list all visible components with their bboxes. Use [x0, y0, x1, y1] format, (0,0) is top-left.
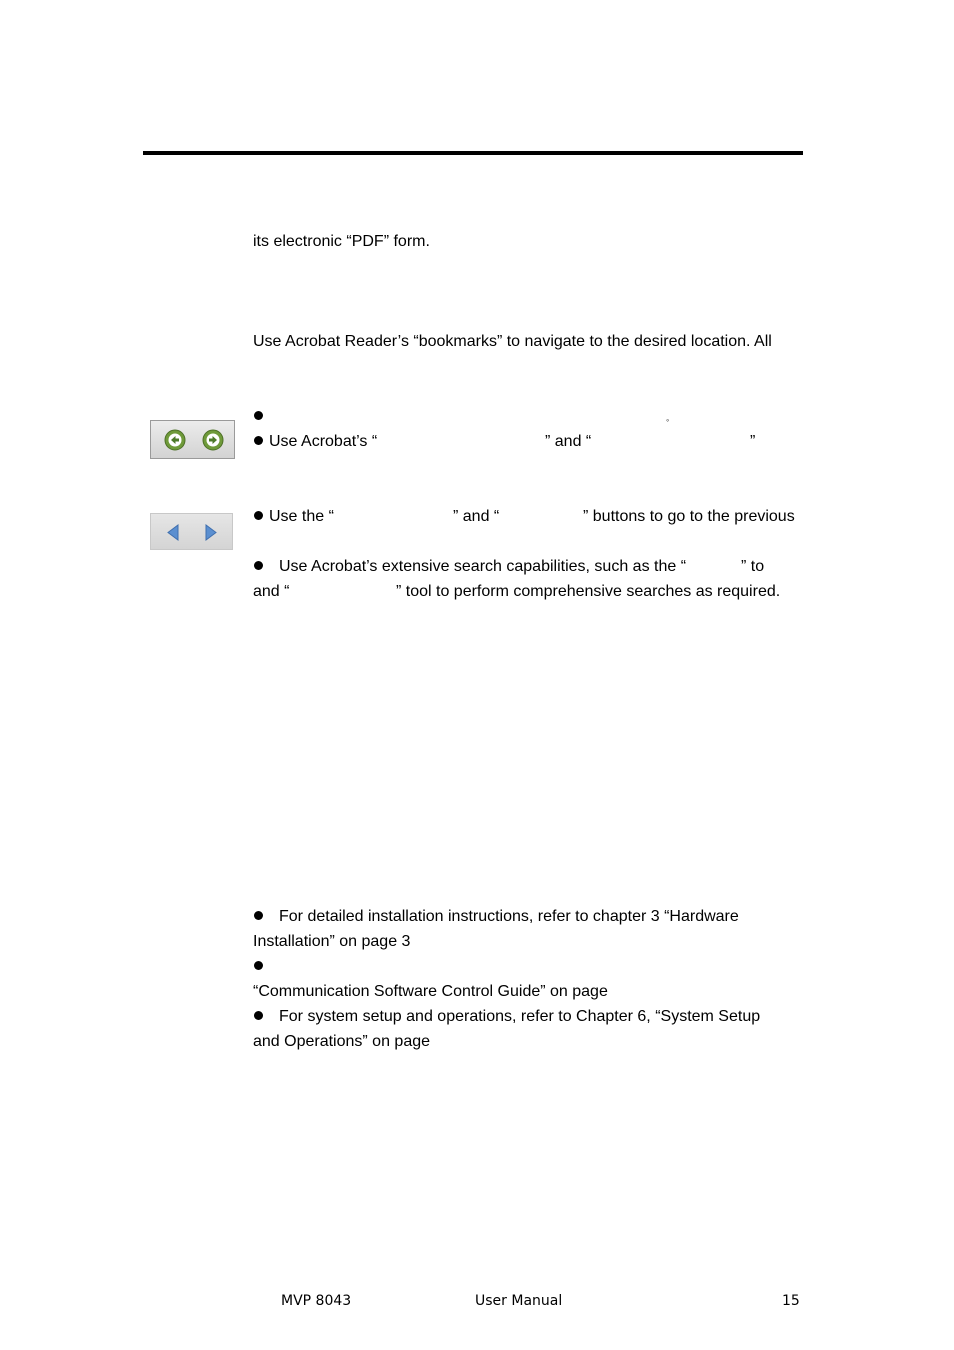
bullet3-text-c: ” buttons to go to the previous: [583, 508, 795, 525]
bullet2-text-a: Use Acrobat’s “: [269, 433, 378, 450]
bullet4-text-a: Use Acrobat’s extensive search capabilities, such as the “: [279, 558, 687, 575]
ref3-line1: For system setup and operations, refer to Chapter 6, “System Setup: [279, 1008, 761, 1025]
round-arrow-icons: [151, 421, 236, 460]
bullet3-text-b: ” and “: [453, 508, 500, 525]
ref-bullet-2: [254, 961, 263, 970]
triangle-arrow-icons: [151, 514, 234, 551]
previous-next-view-toolbar: [150, 420, 235, 459]
next-page-triangle-icon[interactable]: [206, 525, 216, 540]
ref3-line2: and Operations” on page: [253, 1033, 431, 1050]
bullet4-text-d: ” tool to perform comprehensive searches as required.: [396, 583, 781, 600]
footer-page-number: 15: [782, 1293, 800, 1309]
body-line-bookmarks: Use Acrobat Reader’s “bookmarks” to navigate to the desired location. All: [253, 333, 772, 350]
bullet-4: [254, 561, 263, 570]
previous-next-page-toolbar: [150, 513, 233, 550]
footer-title: User Manual: [475, 1293, 563, 1309]
body-line-pdf-form: its electronic “PDF” form.: [253, 233, 430, 250]
ref2-line2: “Communication Software Control Guide” on page: [253, 983, 608, 1000]
header-rule: [143, 151, 803, 155]
bullet4-text-c: and “: [253, 583, 290, 600]
ref1-line1: For detailed installation instructions, refer to chapter 3 “Hardware: [279, 908, 739, 925]
degree-mark: ◦: [666, 415, 670, 425]
ref1-line2: Installation” on page 3: [253, 933, 411, 950]
ref-bullet-3: [254, 1011, 263, 1020]
bullet2-text-b: ” and “: [545, 433, 592, 450]
bullet4-text-b: ” to: [741, 558, 765, 575]
bullet-3: [254, 511, 263, 520]
forward-arrow-icon[interactable]: [203, 430, 223, 450]
bullet-1: [254, 411, 263, 420]
footer-model: MVP 8043: [281, 1293, 352, 1309]
ref-bullet-1: [254, 911, 263, 920]
back-arrow-icon[interactable]: [165, 430, 185, 450]
previous-page-triangle-icon[interactable]: [168, 525, 178, 540]
bullet2-text-c: ”: [750, 433, 756, 450]
bullet3-text-a: Use the “: [269, 508, 334, 525]
bullet-2: [254, 436, 263, 445]
